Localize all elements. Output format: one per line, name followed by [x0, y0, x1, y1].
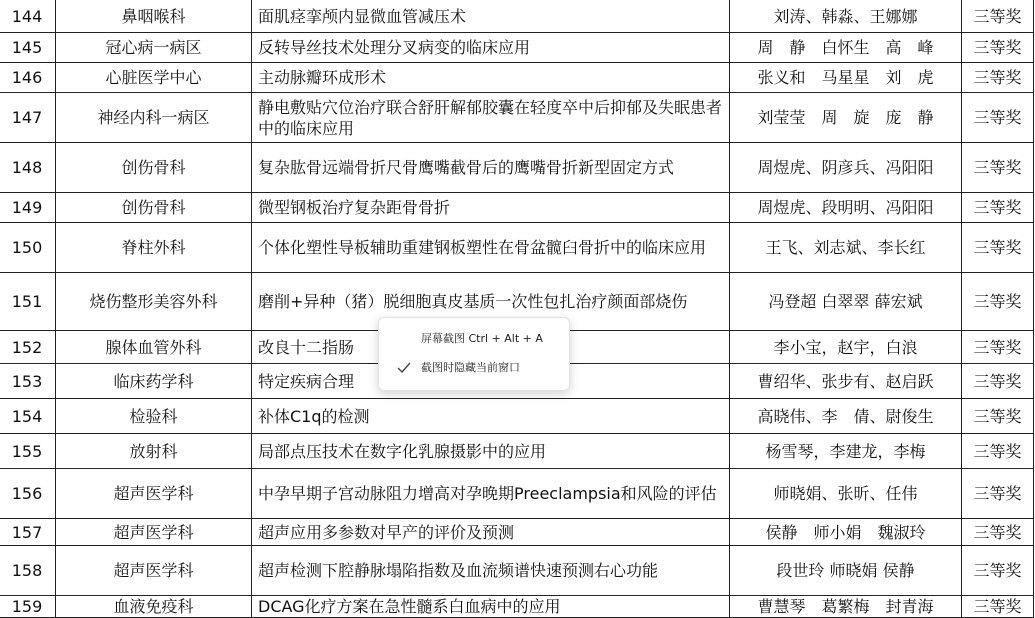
authors-cell: 刘莹莹 周 旋 庞 静	[730, 93, 962, 143]
row-number: 146	[0, 63, 56, 93]
authors-cell: 刘涛、韩淼、王娜娜	[730, 0, 962, 33]
row-number: 156	[0, 469, 56, 519]
row-number: 144	[0, 0, 56, 33]
authors-cell: 周煜虎、段明明、冯阳阳	[730, 193, 962, 223]
row-number: 155	[0, 434, 56, 469]
authors-cell: 张义和 马星星 刘 虎	[730, 63, 962, 93]
award-cell: 三等奖	[962, 33, 1034, 63]
award-cell: 三等奖	[962, 434, 1034, 469]
department-cell: 检验科	[56, 399, 252, 434]
table-row	[0, 469, 1034, 519]
authors-cell: 冯登超 白翠翠 薛宏斌	[730, 273, 962, 331]
row-number: 157	[0, 519, 56, 546]
table-row	[0, 0, 1034, 33]
context-menu	[378, 317, 570, 391]
table-row	[0, 519, 1034, 546]
department-cell: 脊柱外科	[56, 223, 252, 273]
row-number: 153	[0, 364, 56, 399]
award-cell: 三等奖	[962, 223, 1034, 273]
award-cell: 三等奖	[962, 596, 1034, 618]
table-row	[0, 223, 1034, 273]
project-title-cell: 面肌痉挛颅内显微血管减压术	[252, 0, 730, 33]
authors-cell: 周煜虎、阴彦兵、冯阳阳	[730, 143, 962, 193]
table-row	[0, 434, 1034, 469]
authors-cell: 曹绍华、张步有、赵启跃	[730, 364, 962, 399]
row-number: 159	[0, 596, 56, 618]
award-cell: 三等奖	[962, 93, 1034, 143]
table-row	[0, 546, 1034, 596]
award-cell: 三等奖	[962, 63, 1034, 93]
award-cell: 三等奖	[962, 331, 1034, 364]
department-cell: 创伤骨科	[56, 193, 252, 223]
project-title-cell: 中孕早期子宫动脉阻力增高对孕晚期Preeclampsia和风险的评估	[252, 469, 730, 519]
table-row	[0, 399, 1034, 434]
authors-cell: 段世玲 师晓娟 侯静	[730, 546, 962, 596]
authors-cell: 杨雪琴，李建龙，李梅	[730, 434, 962, 469]
row-number: 145	[0, 33, 56, 63]
checkmark-icon	[396, 354, 412, 382]
department-cell: 腺体血管外科	[56, 331, 252, 364]
row-number: 151	[0, 273, 56, 331]
award-cell: 三等奖	[962, 193, 1034, 223]
authors-cell: 周 静 白怀生 高 峰	[730, 33, 962, 63]
authors-cell: 高晓伟、李 倩、尉俊生	[730, 399, 962, 434]
project-title-cell: 局部点压技术在数字化乳腺摄影中的应用	[252, 434, 730, 469]
award-cell: 三等奖	[962, 469, 1034, 519]
award-cell: 三等奖	[962, 143, 1034, 193]
table-row	[0, 193, 1034, 223]
table-row	[0, 596, 1034, 618]
project-title-cell: 超声应用多参数对早产的评价及预测	[252, 519, 730, 546]
project-title-cell: 个体化塑性导板辅助重建钢板塑性在骨盆髋臼骨折中的临床应用	[252, 223, 730, 273]
table-row	[0, 93, 1034, 143]
authors-cell: 侯静 师小娟 魏淑玲	[730, 519, 962, 546]
project-title-cell: 改良十二指肠	[252, 331, 730, 364]
department-cell: 超声医学科	[56, 519, 252, 546]
row-number: 150	[0, 223, 56, 273]
department-cell: 冠心病一病区	[56, 33, 252, 63]
department-cell: 神经内科一病区	[56, 93, 252, 143]
menu-item-hide-window[interactable]	[379, 354, 569, 382]
row-number: 149	[0, 193, 56, 223]
table-row	[0, 63, 1034, 93]
row-number: 148	[0, 143, 56, 193]
project-title-cell: 补体C1q的检测	[252, 399, 730, 434]
authors-cell: 曹慧琴 葛繁梅 封青海	[730, 596, 962, 618]
row-number: 158	[0, 546, 56, 596]
department-cell: 放射科	[56, 434, 252, 469]
award-cell: 三等奖	[962, 519, 1034, 546]
award-cell: 三等奖	[962, 273, 1034, 331]
project-title-cell: 主动脉瓣环成形术	[252, 63, 730, 93]
project-title-cell: 微型钢板治疗复杂距骨骨折	[252, 193, 730, 223]
department-cell: 烧伤整形美容外科	[56, 273, 252, 331]
award-cell: 三等奖	[962, 0, 1034, 33]
project-title-cell: 磨削+异种（猪）脱细胞真皮基质一次性包扎治疗颜面部烧伤	[252, 273, 730, 331]
project-title-cell: 静电敷贴穴位治疗联合舒肝解郁胶囊在轻度卒中后抑郁及失眠患者中的临床应用	[252, 93, 730, 143]
department-cell: 超声医学科	[56, 469, 252, 519]
authors-cell: 王飞、刘志斌、李长红	[730, 223, 962, 273]
row-number: 147	[0, 93, 56, 143]
authors-cell: 李小宝，赵宇，白浪	[730, 331, 962, 364]
department-cell: 超声医学科	[56, 546, 252, 596]
authors-cell: 师晓娟、张昕、任伟	[730, 469, 962, 519]
department-cell: 创伤骨科	[56, 143, 252, 193]
table-row	[0, 143, 1034, 193]
menu-item-screenshot[interactable]	[379, 325, 569, 353]
menu-item-hide-window-label: 截图时隐藏当前窗口	[421, 361, 520, 374]
award-cell: 三等奖	[962, 364, 1034, 399]
project-title-cell: DCAG化疗方案在急性髓系白血病中的应用	[252, 596, 730, 618]
department-cell: 血液免疫科	[56, 596, 252, 618]
project-title-cell: 超声检测下腔静脉塌陷指数及血流频谱快速预测右心功能	[252, 546, 730, 596]
menu-item-screenshot-label: 屏幕截图 Ctrl + Alt + A	[421, 332, 543, 345]
project-title-cell: 反转导丝技术处理分叉病变的临床应用	[252, 33, 730, 63]
row-number: 152	[0, 331, 56, 364]
project-title-cell: 特定疾病合理	[252, 364, 730, 399]
award-cell: 三等奖	[962, 399, 1034, 434]
department-cell: 临床药学科	[56, 364, 252, 399]
department-cell: 鼻咽喉科	[56, 0, 252, 33]
row-number: 154	[0, 399, 56, 434]
table-row	[0, 33, 1034, 63]
award-cell: 三等奖	[962, 546, 1034, 596]
department-cell: 心脏医学中心	[56, 63, 252, 93]
project-title-cell: 复杂肱骨远端骨折尺骨鹰嘴截骨后的鹰嘴骨折新型固定方式	[252, 143, 730, 193]
